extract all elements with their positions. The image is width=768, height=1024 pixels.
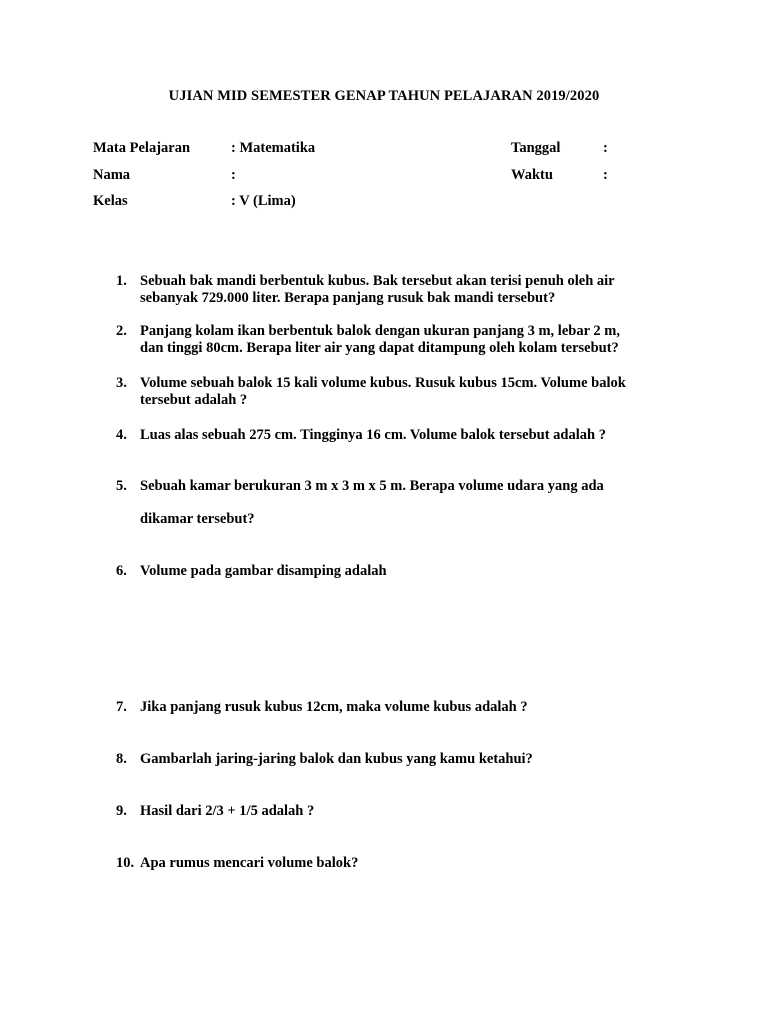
waktu-label: Waktu <box>511 167 553 183</box>
question-text-line: tersebut adalah ? <box>140 392 248 408</box>
question-text-line: Gambarlah jaring-jaring balok dan kubus yang kamu ketahui? <box>140 751 533 767</box>
question-5 <box>116 478 700 528</box>
nama-label: Nama <box>93 167 131 183</box>
question-2 <box>116 323 700 357</box>
question-number: 9. <box>116 803 127 819</box>
question-number: 3. <box>116 375 127 391</box>
question-text-line: dikamar tersebut? <box>140 511 255 527</box>
question-number: 10. <box>116 855 135 871</box>
question-number: 5. <box>116 478 127 494</box>
kelas-label: Kelas <box>93 193 128 209</box>
question-text-line: dan tinggi 80cm. Berapa liter air yang dapat ditampung oleh kolam tersebut? <box>140 340 619 356</box>
exam-title: UJIAN MID SEMESTER GENAP TAHUN PELAJARAN 2019/2020 <box>168 88 600 104</box>
question-7 <box>116 699 700 716</box>
tanggal-label: Tanggal <box>511 140 561 156</box>
question-text-line: Volume pada gambar disamping adalah <box>140 563 387 579</box>
question-number: 2. <box>116 323 127 339</box>
tanggal-value: : <box>603 140 608 156</box>
question-9 <box>116 803 700 820</box>
question-text-line: Jika panjang rusuk kubus 12cm, maka volume kubus adalah ? <box>140 699 528 715</box>
question-3 <box>116 375 700 409</box>
question-number: 6. <box>116 563 127 579</box>
mata-pelajaran-value: : Matematika <box>231 140 316 156</box>
mata-pelajaran-label: Mata Pelajaran <box>93 140 191 156</box>
question-text-line: Apa rumus mencari volume balok? <box>140 855 359 871</box>
question-text-line: Sebuah kamar berukuran 3 m x 3 m x 5 m. Berapa volume udara yang ada <box>140 478 604 494</box>
question-number: 4. <box>116 427 127 443</box>
kelas-value: : V (Lima) <box>231 193 296 209</box>
question-text-line: Volume sebuah balok 15 kali volume kubus. Rusuk kubus 15cm. Volume balok <box>140 375 626 391</box>
question-text-line: Panjang kolam ikan berbentuk balok dengan ukuran panjang 3 m, lebar 2 m, <box>140 323 620 339</box>
question-text-line: sebanyak 729.000 liter. Berapa panjang rusuk bak mandi tersebut? <box>140 290 556 306</box>
question-4 <box>116 427 700 444</box>
question-number: 1. <box>116 273 127 289</box>
nama-value: : <box>231 167 236 183</box>
question-text-line: Luas alas sebuah 275 cm. Tingginya 16 cm. Volume balok tersebut adalah ? <box>140 427 606 443</box>
question-1 <box>116 273 700 307</box>
question-text-line: Hasil dari 2/3 + 1/5 adalah ? <box>140 803 315 819</box>
waktu-value: : <box>603 167 608 183</box>
question-6 <box>116 563 700 580</box>
question-text-line: Sebuah bak mandi berbentuk kubus. Bak tersebut akan terisi penuh oleh air <box>140 273 615 289</box>
question-8 <box>116 751 700 768</box>
question-10 <box>116 855 700 872</box>
question-number: 8. <box>116 751 127 767</box>
question-number: 7. <box>116 699 127 715</box>
